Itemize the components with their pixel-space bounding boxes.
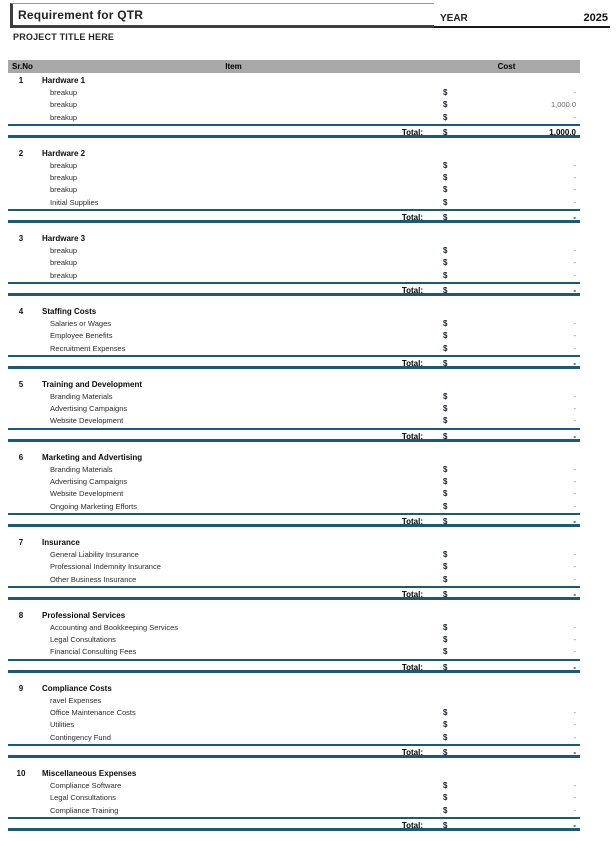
item-row — [8, 549, 580, 561]
value-cell — [453, 305, 580, 318]
item-row — [8, 476, 580, 488]
item-row — [8, 780, 580, 792]
item-currency: $ — [443, 197, 448, 207]
item-label: Professional Indemnity Insurance — [50, 562, 161, 572]
item-number-cell — [8, 488, 34, 500]
item-label: Office Maintenance Costs — [50, 708, 136, 718]
section-title-row — [8, 74, 580, 87]
section-title-row — [8, 451, 580, 464]
total-value: - — [573, 820, 576, 830]
item-currency: $ — [443, 88, 448, 97]
total-currency: $ — [443, 285, 448, 295]
header-bar — [10, 3, 610, 28]
item-label: Salaries or Wages — [50, 318, 111, 328]
item-label: Ongoing Marketing Efforts — [50, 501, 137, 511]
item-currency: $ — [443, 343, 448, 353]
total-number-cell — [8, 746, 34, 759]
item-label: Accounting and Bookkeeping Services — [50, 622, 178, 632]
item-currency: $ — [443, 246, 448, 256]
total-label: Total: — [401, 747, 423, 757]
item-number-cell — [8, 172, 34, 184]
value-cell — [453, 767, 580, 780]
currency-cell — [433, 74, 453, 87]
item-row — [8, 270, 580, 282]
item-label: Branding Materials — [50, 464, 113, 474]
total-currency: $ — [443, 431, 448, 441]
item-value[interactable]: - — [573, 160, 576, 170]
item-currency: $ — [443, 780, 448, 790]
item-row — [8, 87, 580, 99]
item-row — [8, 501, 580, 513]
item-label: Contingency Fund — [50, 732, 111, 742]
item-number-cell — [8, 476, 34, 488]
item-currency: $ — [443, 391, 448, 401]
section-title: Miscellaneous Expenses — [42, 768, 137, 778]
item-number-cell — [8, 330, 34, 342]
cost-section — [8, 767, 580, 831]
item-currency: $ — [443, 708, 448, 718]
item-currency: $ — [443, 270, 448, 280]
item-label: breakup — [50, 100, 78, 110]
section-title: Hardware 2 — [42, 148, 86, 158]
section-title: Training and Development — [42, 379, 143, 389]
section-title-row — [8, 536, 580, 549]
project-title[interactable]: PROJECT TITLE HERE — [13, 32, 115, 42]
item-currency: $ — [443, 464, 448, 474]
item-number-cell — [8, 318, 34, 330]
section-title-row — [8, 609, 580, 622]
item-row — [8, 403, 580, 415]
item-number-cell — [8, 270, 34, 282]
section-title: Hardware 1 — [42, 76, 86, 85]
section-number: 7 — [18, 537, 24, 547]
section-title-row — [8, 147, 580, 160]
section-title-row — [8, 682, 580, 695]
total-number-cell — [8, 357, 34, 370]
total-label: Total: — [401, 285, 423, 295]
value-cell — [453, 682, 580, 695]
total-number-cell — [8, 211, 34, 224]
item-currency: $ — [443, 173, 448, 183]
item-currency: $ — [443, 258, 448, 268]
item-row — [8, 622, 580, 634]
item-value[interactable]: - — [573, 416, 576, 426]
item-value[interactable]: - — [573, 647, 576, 657]
item-label: Employee Benefits — [50, 331, 113, 341]
item-value[interactable]: - — [573, 732, 576, 742]
item-currency: $ — [443, 160, 448, 170]
currency-cell — [433, 767, 453, 780]
total-value: - — [573, 662, 576, 672]
total-number-cell — [8, 515, 34, 528]
total-row — [8, 428, 580, 442]
item-label: General Liability Insurance — [50, 549, 139, 559]
cost-table — [8, 60, 580, 840]
item-value[interactable]: - — [573, 489, 576, 499]
item-number-cell — [8, 732, 34, 744]
total-label: Total: — [401, 589, 423, 599]
item-number-cell — [8, 695, 34, 707]
total-label: Total: — [401, 820, 423, 830]
cost-section — [8, 609, 580, 673]
column-header-cost: Cost — [497, 62, 516, 71]
total-label: Total: — [401, 213, 423, 223]
item-value[interactable]: - — [573, 501, 576, 511]
item-currency: $ — [443, 720, 448, 730]
item-number-cell — [8, 561, 34, 573]
currency-cell — [433, 682, 453, 695]
item-value[interactable]: - — [573, 464, 576, 474]
item-label: Utilities — [50, 720, 75, 730]
item-row — [8, 318, 580, 330]
item-row — [8, 634, 580, 646]
item-value[interactable]: - — [573, 477, 576, 487]
total-label: Total: — [401, 516, 423, 526]
item-value[interactable]: - — [573, 708, 576, 718]
table-header-row — [8, 60, 580, 73]
total-row — [8, 124, 580, 138]
item-currency: $ — [443, 635, 448, 645]
item-row — [8, 415, 580, 427]
sections — [8, 74, 580, 831]
item-label: Other Business Insurance — [50, 574, 137, 584]
item-row — [8, 112, 580, 124]
total-number-cell — [8, 126, 34, 139]
item-currency: $ — [443, 112, 448, 122]
item-value[interactable]: - — [573, 88, 576, 97]
total-row — [8, 744, 580, 758]
cost-section — [8, 147, 580, 223]
item-value[interactable]: - — [573, 318, 576, 328]
total-currency: $ — [443, 589, 448, 599]
item-row — [8, 707, 580, 719]
cost-section — [8, 451, 580, 527]
total-number-cell — [8, 661, 34, 674]
item-row — [8, 330, 580, 342]
item-currency: $ — [443, 549, 448, 559]
item-number-cell — [8, 160, 34, 172]
item-number-cell — [8, 415, 34, 427]
item-label: Recruitment Expenses — [50, 343, 126, 353]
item-label: Website Development — [50, 489, 124, 499]
value-cell — [453, 232, 580, 245]
item-label: Website Development — [50, 416, 124, 426]
document — [0, 3, 616, 830]
item-row — [8, 646, 580, 658]
item-value[interactable]: - — [573, 258, 576, 268]
section-title: Insurance — [42, 537, 80, 547]
value-cell — [453, 536, 580, 549]
item-label: breakup — [50, 160, 78, 170]
item-label: ravel Expenses — [50, 695, 102, 705]
item-value[interactable]: - — [573, 549, 576, 559]
item-label: breakup — [50, 270, 78, 280]
item-currency — [433, 695, 453, 707]
total-currency: $ — [443, 820, 448, 830]
section-title: Hardware 3 — [42, 234, 86, 244]
section-title-row — [8, 305, 580, 318]
total-number-cell — [8, 819, 34, 832]
item-label: breakup — [50, 258, 78, 268]
item-row — [8, 695, 580, 707]
item-number-cell — [8, 622, 34, 634]
section-number: 2 — [18, 148, 24, 158]
item-row — [8, 561, 580, 573]
item-number-cell — [8, 646, 34, 658]
total-value: - — [573, 431, 576, 441]
item-row — [8, 391, 580, 403]
total-label: Total: — [401, 662, 423, 672]
item-number-cell — [8, 184, 34, 196]
value-cell — [453, 74, 580, 87]
item-label: Legal Consultations — [50, 635, 116, 645]
item-currency: $ — [443, 622, 448, 632]
section-number: 9 — [18, 683, 24, 693]
item-value[interactable]: - — [573, 112, 576, 122]
total-label: Total: — [401, 127, 423, 137]
total-currency: $ — [443, 213, 448, 223]
item-label: Initial Supplies — [50, 197, 99, 207]
item-number-cell — [8, 719, 34, 731]
item-currency: $ — [443, 805, 448, 815]
section-title: Marketing and Advertising — [42, 452, 143, 462]
item-number-cell — [8, 99, 34, 111]
currency-cell — [433, 536, 453, 549]
cost-section — [8, 378, 580, 442]
column-header-srno: Sr.No — [12, 62, 33, 71]
cost-section — [8, 682, 580, 758]
total-label: Total: — [401, 358, 423, 368]
item-value[interactable]: - — [573, 246, 576, 256]
item-value[interactable]: 1,000.0 — [550, 100, 576, 110]
section-title: Compliance Costs — [42, 683, 112, 693]
item-label: breakup — [50, 88, 78, 97]
section-number: 3 — [18, 234, 24, 244]
item-number-cell — [8, 501, 34, 513]
item-label: Compliance Training — [50, 805, 119, 815]
item-value[interactable] — [453, 695, 580, 707]
item-value[interactable]: - — [573, 780, 576, 790]
item-row — [8, 99, 580, 111]
item-number-cell — [8, 707, 34, 719]
section-number: 8 — [18, 610, 24, 620]
item-label: Financial Consulting Fees — [50, 647, 137, 657]
total-value: - — [573, 213, 576, 223]
item-currency: $ — [443, 477, 448, 487]
total-value: - — [573, 358, 576, 368]
total-row — [8, 513, 580, 527]
total-row — [8, 355, 580, 369]
item-row — [8, 257, 580, 269]
item-number-cell — [8, 805, 34, 817]
item-currency: $ — [443, 574, 448, 584]
item-value[interactable]: - — [573, 574, 576, 584]
total-number-cell — [8, 284, 34, 297]
item-number-cell — [8, 403, 34, 415]
item-currency: $ — [443, 793, 448, 803]
item-label: Legal Consultations — [50, 793, 116, 803]
item-row — [8, 574, 580, 586]
section-number: 1 — [18, 76, 24, 85]
item-label: Branding Materials — [50, 391, 113, 401]
currency-cell — [433, 378, 453, 391]
item-label: breakup — [50, 246, 78, 256]
value-cell — [453, 609, 580, 622]
item-value[interactable]: - — [573, 635, 576, 645]
item-currency: $ — [443, 562, 448, 572]
section-number: 4 — [18, 306, 24, 316]
total-row — [8, 282, 580, 296]
item-currency: $ — [443, 501, 448, 511]
total-currency: $ — [443, 358, 448, 368]
total-number-cell — [8, 430, 34, 443]
item-number-cell — [8, 574, 34, 586]
item-row — [8, 719, 580, 731]
item-number-cell — [8, 792, 34, 804]
item-value[interactable]: - — [573, 404, 576, 414]
item-number-cell — [8, 464, 34, 476]
item-number-cell — [8, 257, 34, 269]
item-currency: $ — [443, 331, 448, 341]
cost-section — [8, 232, 580, 296]
total-row — [8, 659, 580, 673]
total-value: - — [573, 747, 576, 757]
currency-cell — [433, 451, 453, 464]
section-title-row — [8, 767, 580, 780]
item-number-cell — [8, 87, 34, 99]
item-label: breakup — [50, 185, 78, 195]
item-number-cell — [8, 112, 34, 124]
item-number-cell — [8, 197, 34, 209]
section-number: 10 — [16, 768, 26, 778]
cost-section — [8, 305, 580, 369]
column-header-item: Item — [225, 62, 242, 71]
total-currency: $ — [443, 516, 448, 526]
total-currency: $ — [443, 747, 448, 757]
currency-cell — [433, 232, 453, 245]
total-value: 1,000.0 — [549, 127, 576, 137]
total-number-cell — [8, 588, 34, 601]
item-value[interactable]: - — [573, 197, 576, 207]
document-title: Requirement for QTR — [10, 3, 434, 28]
section-title: Staffing Costs — [42, 306, 97, 316]
item-row — [8, 245, 580, 257]
item-currency: $ — [443, 185, 448, 195]
year-field — [434, 3, 610, 28]
currency-cell — [433, 147, 453, 160]
item-row — [8, 197, 580, 209]
item-value[interactable]: - — [573, 343, 576, 353]
item-row — [8, 343, 580, 355]
currency-cell — [433, 305, 453, 318]
item-label: Compliance Software — [50, 780, 122, 790]
item-currency: $ — [443, 416, 448, 426]
item-row — [8, 488, 580, 500]
item-row — [8, 464, 580, 476]
item-row — [8, 172, 580, 184]
value-cell — [453, 378, 580, 391]
item-currency: $ — [443, 647, 448, 657]
item-value[interactable]: - — [573, 805, 576, 815]
cost-section — [8, 74, 580, 138]
cost-section — [8, 536, 580, 600]
total-row — [8, 817, 580, 831]
item-currency: $ — [443, 100, 448, 110]
section-title-row — [8, 378, 580, 391]
item-currency: $ — [443, 489, 448, 499]
year-label: YEAR — [440, 13, 468, 24]
item-value[interactable]: - — [573, 173, 576, 183]
item-row — [8, 160, 580, 172]
total-value: - — [573, 285, 576, 295]
item-number-cell — [8, 391, 34, 403]
item-label: breakup — [50, 112, 78, 122]
section-title-row — [8, 232, 580, 245]
currency-cell — [433, 609, 453, 622]
value-cell — [453, 147, 580, 160]
item-currency: $ — [443, 732, 448, 742]
item-label: Advertising Campaigns — [50, 477, 128, 487]
item-number-cell — [8, 780, 34, 792]
item-value[interactable]: - — [573, 562, 576, 572]
item-currency: $ — [443, 318, 448, 328]
item-label: breakup — [50, 173, 78, 183]
item-value[interactable]: - — [573, 331, 576, 341]
item-value[interactable]: - — [573, 720, 576, 730]
total-value: - — [573, 516, 576, 526]
section-number: 6 — [18, 452, 24, 462]
item-currency: $ — [443, 404, 448, 414]
item-value[interactable]: - — [573, 185, 576, 195]
year-value[interactable]: 2025 — [583, 12, 608, 24]
total-row — [8, 586, 580, 600]
item-row — [8, 732, 580, 744]
total-currency: $ — [443, 127, 448, 137]
item-number-cell — [8, 245, 34, 257]
item-value[interactable]: - — [573, 622, 576, 632]
item-value[interactable]: - — [573, 270, 576, 280]
value-cell — [453, 451, 580, 464]
item-row — [8, 805, 580, 817]
item-number-cell — [8, 343, 34, 355]
section-number: 5 — [18, 379, 24, 389]
total-row — [8, 209, 580, 223]
total-value: - — [573, 589, 576, 599]
item-value[interactable]: - — [573, 391, 576, 401]
item-number-cell — [8, 549, 34, 561]
total-currency: $ — [443, 662, 448, 672]
item-row — [8, 184, 580, 196]
item-number-cell — [8, 634, 34, 646]
total-label: Total: — [401, 431, 423, 441]
item-label: Advertising Campaigns — [50, 404, 128, 414]
item-row — [8, 792, 580, 804]
item-value[interactable]: - — [573, 793, 576, 803]
section-title: Professional Services — [42, 610, 126, 620]
